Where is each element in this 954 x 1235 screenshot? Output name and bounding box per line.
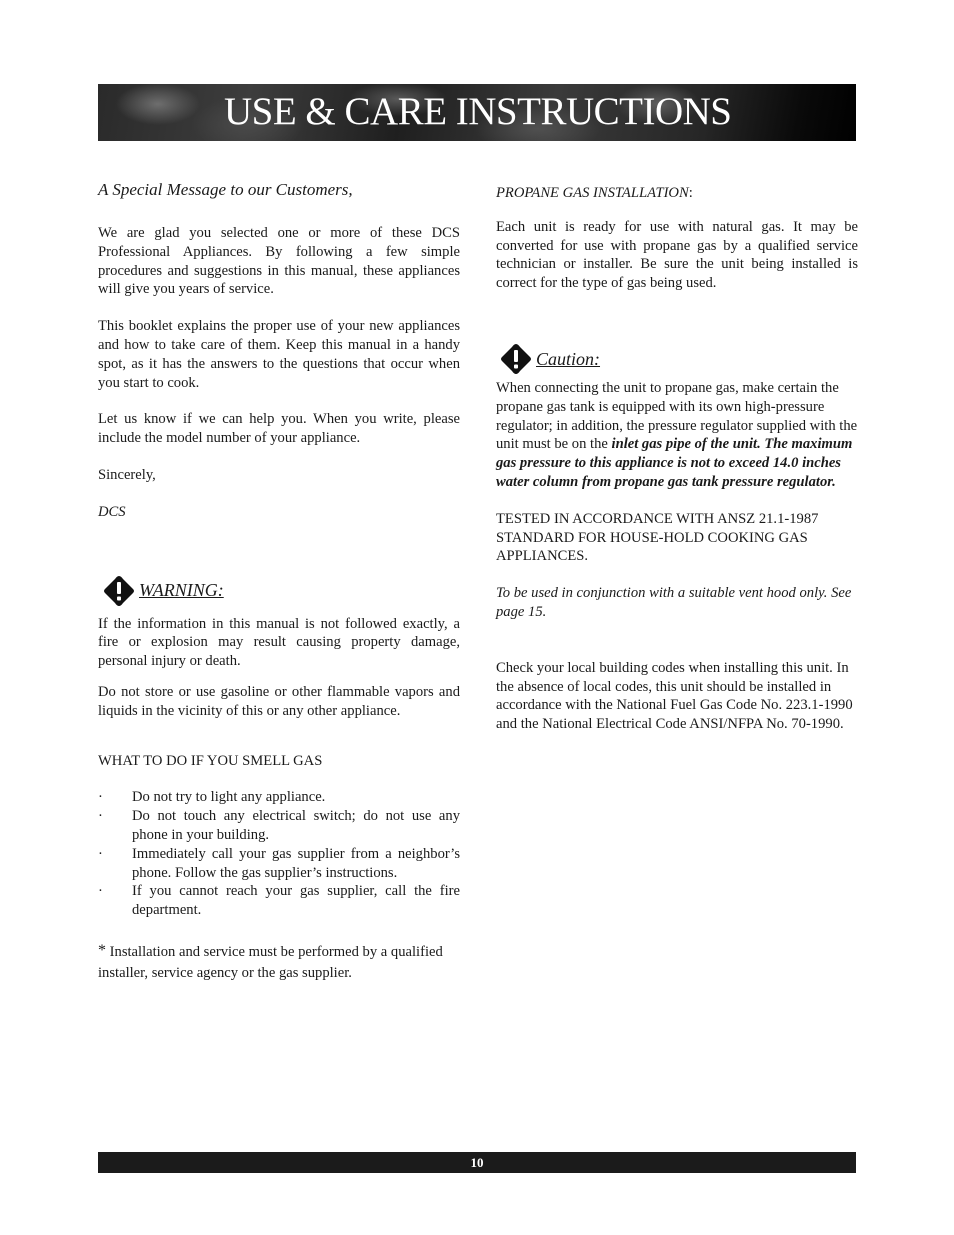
page-title: USE & CARE INSTRUCTIONS [224,90,732,133]
list-item: · Do not touch any electrical switch; do not use any phone in your building. [98,808,460,843]
propane-paragraph: Each unit is ready for use with natural gas. It may be converted for use with propane gas by a qualified service technician or installer. Be sure the unit being installed is correct for the type of gas being used. [496,218,858,292]
caution-label: Caution: [536,348,601,369]
list-item: · If you cannot reach your gas supplier, call the fire department. [98,883,460,919]
vent-hood-note: To be used in conjunction with a suitable vent hood only. See page 15. [496,585,852,620]
header-banner [98,84,856,141]
warning-paragraph-1: If the information in this manual is not followed exactly, a fire or explosion may result causing property damage, personal injury or death. [98,615,460,670]
signature-text: DCS [98,503,126,520]
smell-gas-list [98,788,460,920]
smell-gas-heading: WHAT TO DO IF YOU SMELL GAS [98,752,323,769]
propane-heading: PROPANE GAS INSTALLATION: [496,185,693,201]
warning-paragraph-2: Do not store or use gasoline or other flammable vapors and liquids in the vicinity of this or any other appliance. [98,683,460,719]
exclamation-diamond-icon [103,575,135,607]
special-message-heading: A Special Message to our Customers, [98,180,353,199]
list-item: · Immediately call your gas supplier from a neighbor’s phone. Follow the gas supplier’s instructions. [98,845,460,881]
page-number: 10 [470,1155,484,1170]
closing-text: Sincerely, [98,466,156,483]
tested-statement: TESTED IN ACCORDANCE WITH ANSZ 21.1-1987 STANDARD FOR HOUSE-HOLD COOKING GAS APPLIANCES. [496,510,819,565]
booklet-paragraph: This booklet explains the proper use of your new appliances and how to take care of them. Keep this manual in a handy spot, as it has the answers to the questions that occur when you start to cook. [98,318,460,391]
caution-paragraph: When connecting the unit to propane gas, make certain the propane gas tank is equipped with its own high-pressure regulator; in addition, the pressure regulator supplied with the unit must be on the inlet gas pipe of the unit. The maximum gas pressure to this appliance is not to exceed 14.0 inches water column from propane gas tank pressure regulator. [496,379,858,490]
service-note: * Installation and service must be performed by a qualified installer, service agency or the gas supplier. [98,941,443,981]
list-item: · Do not try to light any appliance. [98,789,326,806]
warning-heading [103,575,460,607]
building-codes-paragraph: Check your local building codes when installing this unit. In the absence of local codes, this unit should be installed in accordance with the National Fuel Gas Code No. 223.1-1990 and the National Electrical Code ANSI/NFPA No. 70-1990. [496,659,853,733]
caution-heading [500,343,858,375]
right-column [496,178,858,734]
footer-bar [98,1152,856,1173]
exclamation-diamond-icon [500,343,532,375]
intro-paragraph: We are glad you selected one or more of these DCS Professional Appliances. By following a few simple procedures and suggestions in this manual, these appliances will give you years of service. [98,225,460,298]
warning-label: WARNING: [139,580,224,601]
left-column [98,178,460,984]
asterisk: * [98,941,106,959]
contact-paragraph: Let us know if we can help you. When you write, please include the model number of your appliance. [98,411,460,447]
